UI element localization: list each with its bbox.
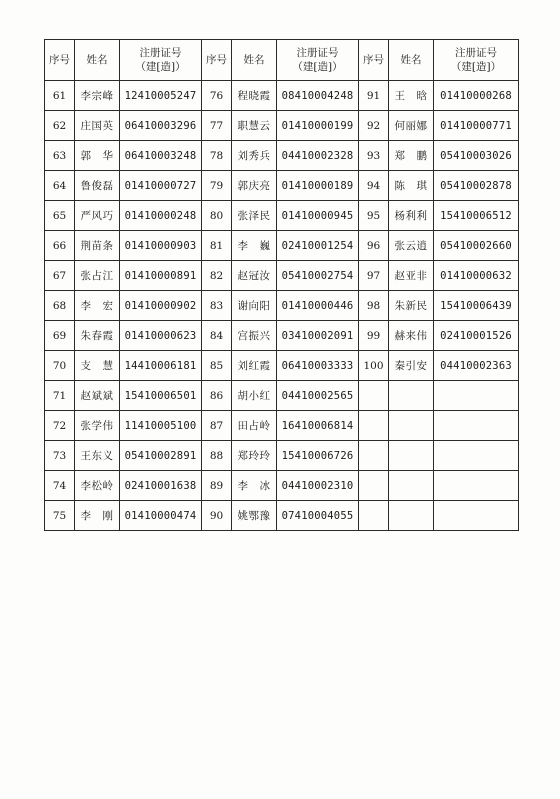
table-row [45,501,519,531]
name-cell: 张泽民 [232,201,277,231]
name-cell: 赵斌斌 [75,381,120,411]
registration-number-cell: 12410005247 [120,81,202,111]
name-cell [389,441,434,471]
seq-cell: 85 [202,351,232,381]
seq-cell: 89 [202,471,232,501]
name-cell: 程晓霞 [232,81,277,111]
header-reg-2 [277,40,359,81]
name-cell: 郑玲玲 [232,441,277,471]
name-cell: 李 冰 [232,471,277,501]
header-name-2: 姓名 [232,40,277,81]
name-cell: 朱春霞 [75,321,120,351]
name-cell: 朱新民 [389,291,434,321]
name-cell: 杨利利 [389,201,434,231]
table-row [45,381,519,411]
seq-cell: 98 [359,291,389,321]
seq-cell: 74 [45,471,75,501]
name-cell: 郭 华 [75,141,120,171]
seq-cell: 80 [202,201,232,231]
seq-cell: 84 [202,321,232,351]
table-row [45,81,519,111]
seq-cell [359,441,389,471]
seq-cell: 77 [202,111,232,141]
name-cell: 支 慧 [75,351,120,381]
name-cell: 职慧云 [232,111,277,141]
seq-cell: 75 [45,501,75,531]
seq-cell: 69 [45,321,75,351]
table-body [45,81,519,531]
registration-number-cell: 01410000446 [277,291,359,321]
registration-number-cell: 05410003026 [434,141,519,171]
name-cell: 李 刚 [75,501,120,531]
header-reg-line2: （建[造]） [292,61,343,73]
registration-number-cell: 04410002328 [277,141,359,171]
name-cell: 赵冠汝 [232,261,277,291]
table-row [45,321,519,351]
registration-number-cell: 15410006501 [120,381,202,411]
name-cell: 谢向阳 [232,291,277,321]
name-cell: 何丽娜 [389,111,434,141]
registration-number-cell: 01410000623 [120,321,202,351]
seq-cell: 99 [359,321,389,351]
name-cell: 鲁俊磊 [75,171,120,201]
name-cell: 王东义 [75,441,120,471]
name-cell: 严风巧 [75,201,120,231]
seq-cell: 79 [202,171,232,201]
seq-cell: 94 [359,171,389,201]
registration-number-cell: 15410006512 [434,201,519,231]
registration-number-cell: 07410004055 [277,501,359,531]
registration-number-cell: 04410002565 [277,381,359,411]
header-reg-line1: 注册证号 [296,47,339,59]
seq-cell: 66 [45,231,75,261]
name-cell: 张占江 [75,261,120,291]
registration-number-cell: 15410006726 [277,441,359,471]
name-cell: 秦引安 [389,351,434,381]
seq-cell: 87 [202,411,232,441]
seq-cell: 76 [202,81,232,111]
registration-number-cell: 01410000891 [120,261,202,291]
registration-number-cell: 06410003296 [120,111,202,141]
name-cell: 刘秀兵 [232,141,277,171]
header-reg-3 [434,40,519,81]
registration-number-cell: 05410002660 [434,231,519,261]
name-cell: 李松岭 [75,471,120,501]
registration-number-cell [434,501,519,531]
seq-cell: 96 [359,231,389,261]
registration-number-cell: 01410000903 [120,231,202,261]
seq-cell: 81 [202,231,232,261]
seq-cell [359,471,389,501]
seq-cell: 88 [202,441,232,471]
seq-cell: 83 [202,291,232,321]
registration-number-cell: 06410003248 [120,141,202,171]
seq-cell: 61 [45,81,75,111]
name-cell: 李宗峰 [75,81,120,111]
seq-cell: 70 [45,351,75,381]
header-name-1: 姓名 [75,40,120,81]
table-row [45,471,519,501]
seq-cell: 78 [202,141,232,171]
name-cell [389,381,434,411]
table-row [45,201,519,231]
name-cell: 赫来伟 [389,321,434,351]
registration-number-cell [434,471,519,501]
seq-cell: 90 [202,501,232,531]
header-reg-line2: （建[造]） [135,61,186,73]
seq-cell: 62 [45,111,75,141]
seq-cell: 67 [45,261,75,291]
registration-number-cell: 02410001254 [277,231,359,261]
registration-number-cell: 04410002310 [277,471,359,501]
registration-number-cell: 02410001526 [434,321,519,351]
name-cell [389,471,434,501]
seq-cell: 93 [359,141,389,171]
registration-number-cell: 01410000902 [120,291,202,321]
registration-number-cell: 01410000771 [434,111,519,141]
header-seq-3: 序号 [359,40,389,81]
seq-cell: 95 [359,201,389,231]
registration-number-cell: 06410003333 [277,351,359,381]
name-cell [389,411,434,441]
registration-number-cell: 01410000189 [277,171,359,201]
table-row [45,111,519,141]
registration-number-cell: 11410005100 [120,411,202,441]
header-reg-line1: 注册证号 [139,47,182,59]
registration-number-cell: 01410000632 [434,261,519,291]
name-cell [389,501,434,531]
seq-cell: 100 [359,351,389,381]
seq-cell: 68 [45,291,75,321]
table-row [45,171,519,201]
registration-number-cell: 01410000474 [120,501,202,531]
seq-cell: 65 [45,201,75,231]
registration-number-cell: 14410006181 [120,351,202,381]
table-row [45,231,519,261]
header-reg-line2: （建[造]） [450,61,502,73]
registration-number-cell: 08410004248 [277,81,359,111]
name-cell: 郭庆亮 [232,171,277,201]
name-cell: 陈 琪 [389,171,434,201]
seq-cell [359,411,389,441]
registration-number-cell [434,441,519,471]
seq-cell: 71 [45,381,75,411]
name-cell: 姚鄂豫 [232,501,277,531]
seq-cell: 72 [45,411,75,441]
table-row [45,261,519,291]
registration-number-cell: 01410000248 [120,201,202,231]
registration-number-cell [434,411,519,441]
seq-cell: 86 [202,381,232,411]
table-header-row [45,40,519,81]
seq-cell: 91 [359,81,389,111]
seq-cell: 64 [45,171,75,201]
seq-cell [359,381,389,411]
header-seq-2: 序号 [202,40,232,81]
registration-number-cell: 15410006439 [434,291,519,321]
registration-number-cell: 01410000199 [277,111,359,141]
registration-number-cell: 05410002891 [120,441,202,471]
registration-number-cell: 02410001638 [120,471,202,501]
seq-cell: 63 [45,141,75,171]
registration-number-cell: 05410002754 [277,261,359,291]
registration-number-cell: 01410000727 [120,171,202,201]
registration-number-cell: 05410002878 [434,171,519,201]
header-reg-line1: 注册证号 [455,47,497,59]
table-row [45,291,519,321]
name-cell: 李 宏 [75,291,120,321]
name-cell: 张云逍 [389,231,434,261]
seq-cell [359,501,389,531]
name-cell: 郑 鹏 [389,141,434,171]
name-cell: 胡小红 [232,381,277,411]
table-row [45,351,519,381]
registration-number-cell: 03410002091 [277,321,359,351]
registration-number-cell: 16410006814 [277,411,359,441]
name-cell: 王 晗 [389,81,434,111]
registration-table [44,39,519,531]
name-cell: 庄国英 [75,111,120,141]
table-row [45,441,519,471]
name-cell: 赵亚非 [389,261,434,291]
registration-number-cell [434,381,519,411]
name-cell: 宫振兴 [232,321,277,351]
name-cell: 李 巍 [232,231,277,261]
header-name-3: 姓名 [389,40,434,81]
name-cell: 张学伟 [75,411,120,441]
header-reg-1 [120,40,202,81]
table-row [45,411,519,441]
name-cell: 田占岭 [232,411,277,441]
seq-cell: 92 [359,111,389,141]
registration-number-cell: 04410002363 [434,351,519,381]
seq-cell: 97 [359,261,389,291]
seq-cell: 73 [45,441,75,471]
name-cell: 刘红霞 [232,351,277,381]
header-seq-1: 序号 [45,40,75,81]
registration-number-cell: 01410000268 [434,81,519,111]
registration-number-cell: 01410000945 [277,201,359,231]
name-cell: 荆苗条 [75,231,120,261]
table-row [45,141,519,171]
seq-cell: 82 [202,261,232,291]
